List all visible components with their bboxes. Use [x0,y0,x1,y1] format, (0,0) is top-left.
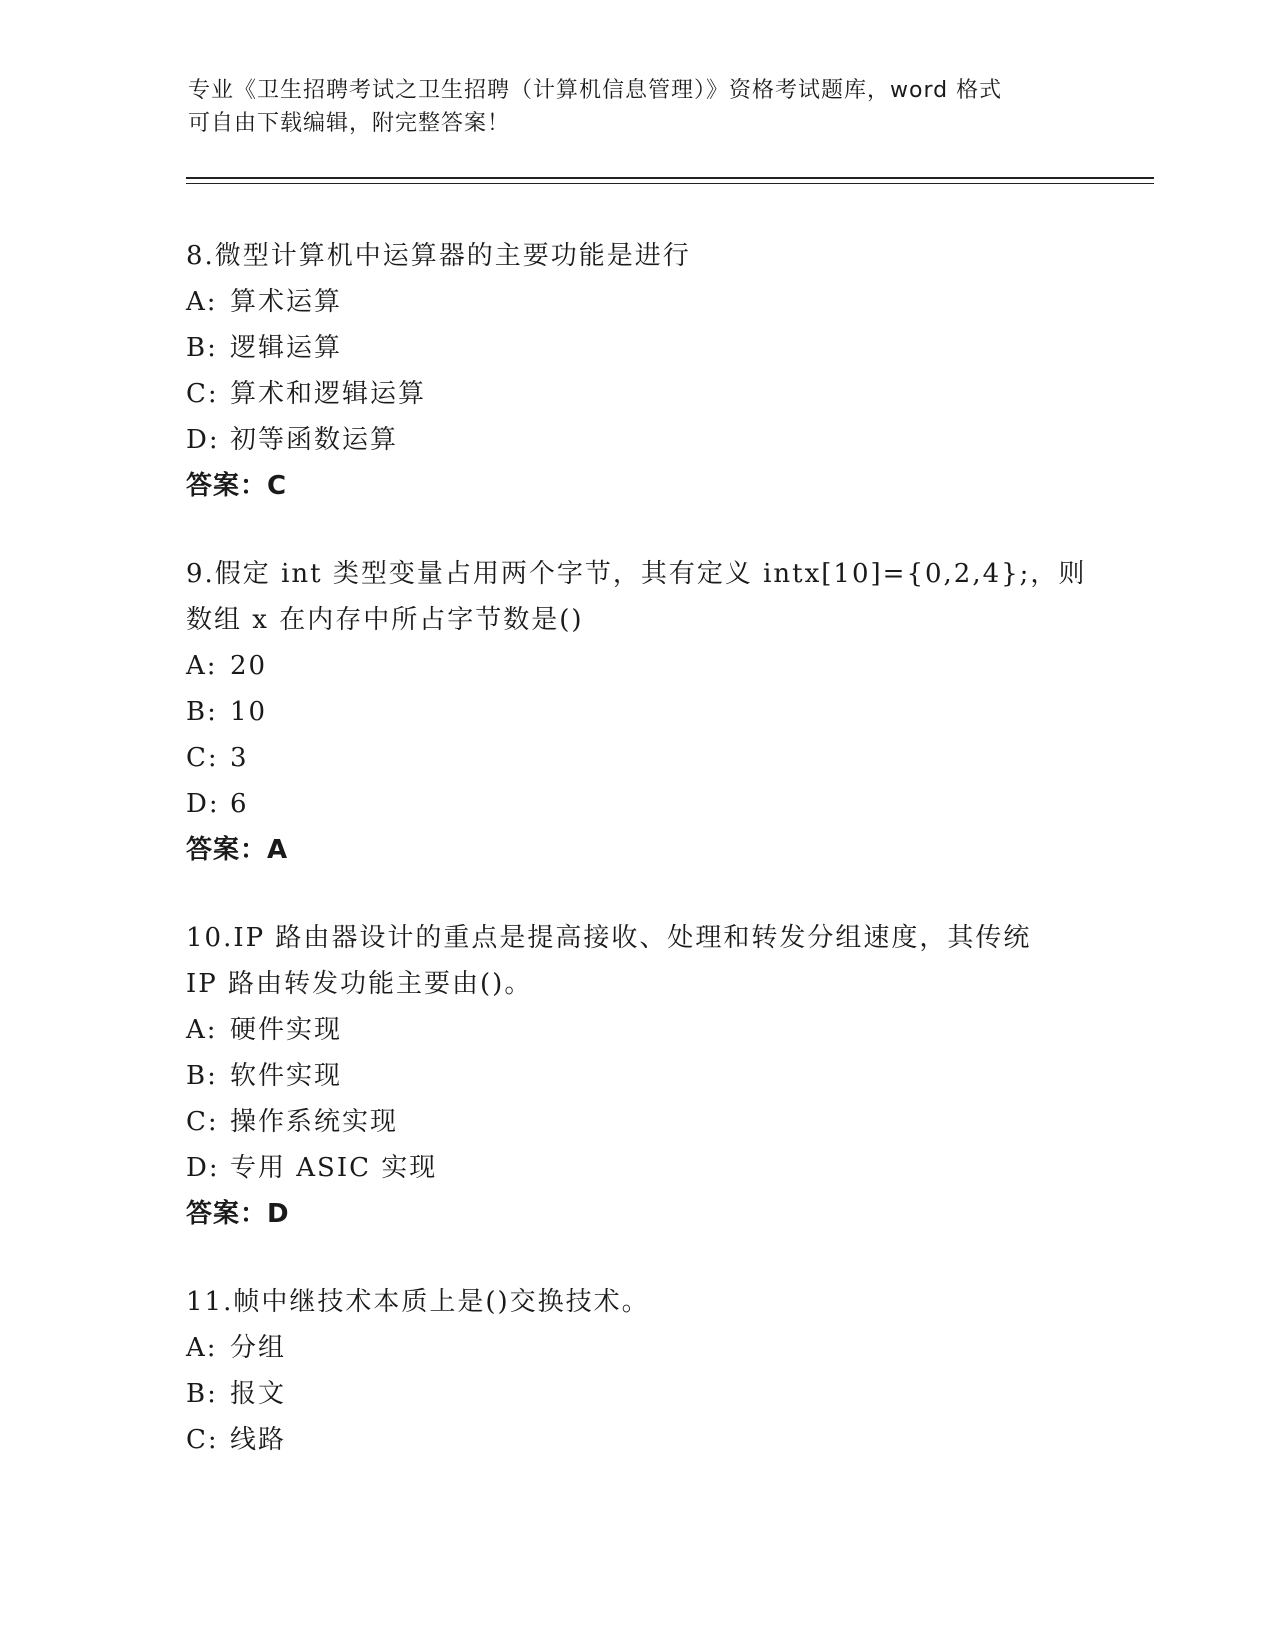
question-text: 9.假定 int 类型变量占用两个字节，其有定义 intx[10]={0,2,4};，则 [186,559,1087,589]
question-text-continued: 数组 x 在内存中所占字节数是() [186,605,584,635]
option-a [186,279,1086,325]
option-b [186,1053,1086,1099]
option-text: 10 [230,697,268,727]
header-divider-thick [186,177,1154,179]
question-list [186,233,1086,1463]
option-letter: B: [186,333,218,363]
option-letter: B: [186,1379,218,1409]
option-letter: A: [186,1015,218,1045]
question-text: 10.IP 路由器设计的重点是提高接收、处理和转发分组速度，其传统 [186,923,1032,953]
question-text: 8.微型计算机中运算器的主要功能是进行 [186,241,691,271]
option-text: 逻辑运算 [230,333,343,363]
option-d [186,1145,1086,1191]
option-d [186,417,1086,463]
option-text: 6 [230,789,249,819]
question-10 [186,915,1086,1237]
option-text: 操作系统实现 [230,1107,399,1137]
option-b [186,325,1086,371]
question-text: 11.帧中继技术本质上是()交换技术。 [186,1287,650,1317]
option-text: 报文 [230,1379,287,1409]
option-text: 专用 ASIC 实现 [230,1153,438,1183]
option-c [186,1417,1086,1463]
option-text: 硬件实现 [230,1015,343,1045]
answer: 答案：A [186,835,289,865]
option-text: 算术和逻辑运算 [230,379,427,409]
option-c [186,1099,1086,1145]
option-letter: C: [186,743,219,773]
answer: 答案：C [186,471,288,501]
option-letter: D: [186,1153,220,1183]
option-text: 线路 [230,1425,287,1455]
question-11 [186,1279,1086,1463]
option-text: 软件实现 [230,1061,343,1091]
option-text: 算术运算 [230,287,343,317]
option-text: 20 [230,651,268,681]
option-b [186,1371,1086,1417]
option-text: 初等函数运算 [230,425,399,455]
question-text-continued: IP 路由转发功能主要由()。 [186,969,533,999]
option-letter: A: [186,287,218,317]
option-letter: A: [186,651,218,681]
option-d [186,781,1086,827]
question-8 [186,233,1086,509]
option-letter: B: [186,1061,218,1091]
option-a [186,643,1086,689]
option-letter: A: [186,1333,218,1363]
option-letter: D: [186,425,220,455]
option-letter: C: [186,1107,219,1137]
option-letter: D: [186,789,220,819]
question-9 [186,551,1086,873]
header-line-1: 专业《卫生招聘考试之卫生招聘（计算机信息管理）》资格考试题库，word 格式 [188,78,1003,103]
header-line-2: 可自由下载编辑，附完整答案！ [188,111,511,136]
option-c [186,371,1086,417]
option-a [186,1325,1086,1371]
answer: 答案：D [186,1199,290,1229]
option-text: 分组 [230,1333,287,1363]
option-letter: C: [186,1425,219,1455]
option-text: 3 [230,743,249,773]
option-letter: B: [186,697,218,727]
option-letter: C: [186,379,219,409]
document-header [188,74,1088,140]
option-a [186,1007,1086,1053]
header-divider-thin [186,183,1154,184]
option-c [186,735,1086,781]
option-b [186,689,1086,735]
